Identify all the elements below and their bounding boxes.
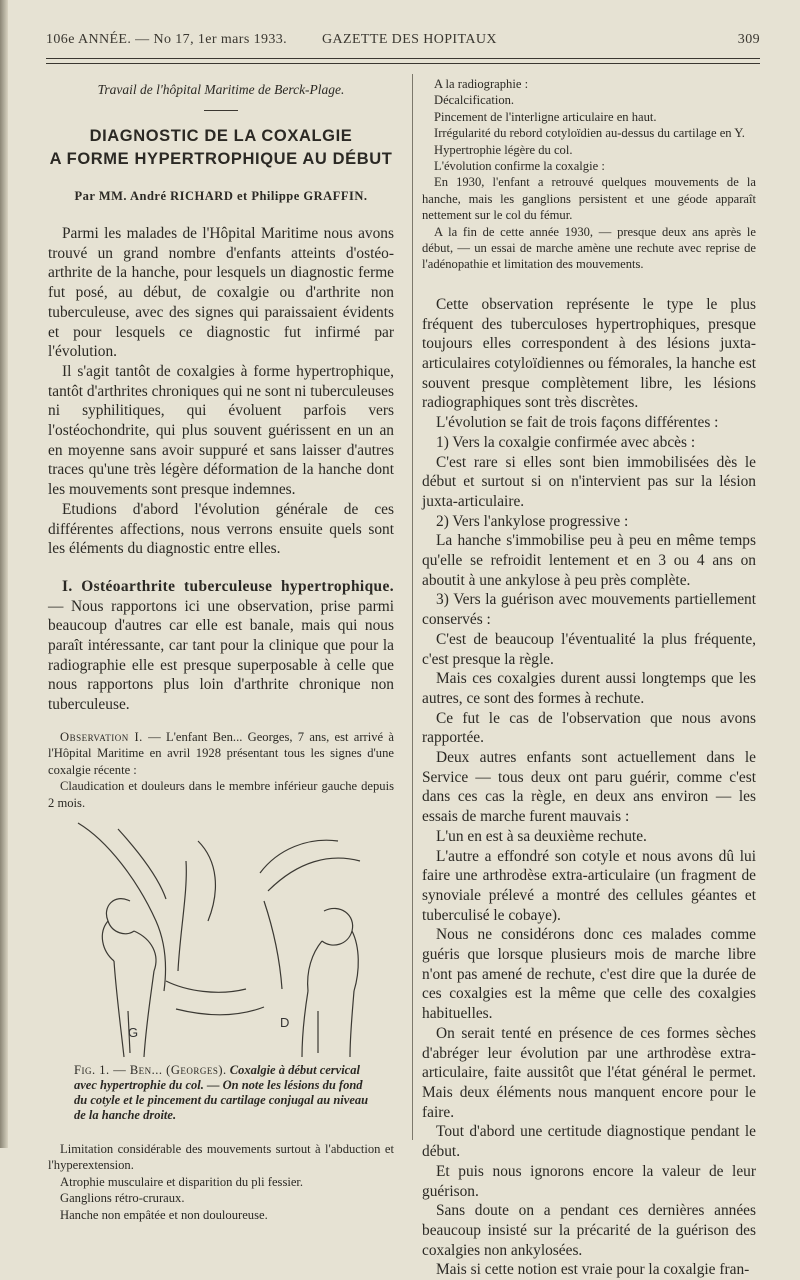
- title-line-1: DIAGNOSTIC DE LA COXALGIE: [89, 127, 353, 145]
- issue-info: 106e ANNÉE. — No 17, 1er mars 1933.: [46, 32, 288, 47]
- observation-paragraph: [48, 729, 394, 778]
- observation-label: Observation I.: [60, 729, 143, 744]
- body-paragraph: Et puis nous ignorons encore la valeur de leur guérison.: [422, 1162, 756, 1200]
- right-column: [422, 76, 756, 1279]
- clinical-signs: [48, 1141, 394, 1223]
- clinical-sign: Ganglions rétro-cruraux.: [60, 1191, 185, 1206]
- article-title: [48, 125, 394, 171]
- clinical-sign: Hanche non empâtée et non douloureuse.: [60, 1207, 268, 1222]
- title-line-2: A FORME HYPERTROPHIQUE AU DÉBUT: [49, 150, 393, 168]
- column-divider: [412, 74, 413, 1140]
- body-paragraph: 2) Vers l'ankylose progressive :: [436, 512, 629, 530]
- finding-line: A la radiographie :: [434, 77, 529, 91]
- body-paragraph: Nous ne considérons donc ces malades comme guéris que lorsque plusieurs mois de marche libre n'ont pas amené de rechute, c'est dire que la durée de ces coxalgies est la même que celle des coxalgies habituelles.: [422, 926, 756, 1023]
- finding-line: L'évolution confirme la coxalgie :: [434, 159, 605, 174]
- radiograph-figure: [68, 821, 368, 1057]
- body-paragraph: Mais ces coxalgies durent aussi longtemps que les autres, ce sont des formes à rechute.: [422, 670, 756, 707]
- authors-line: Par MM. André RICHARD et Philippe GRAFFIN.: [74, 189, 368, 203]
- title-rule: [204, 110, 238, 111]
- finding-line: En 1930, l'enfant a retrouvé quelques mouvements de la hanche, mais les ganglions persistent et une géode apparaît nettement sur le col du fémur.: [422, 175, 756, 223]
- section-1-paragraph: [48, 577, 394, 715]
- page-binding-edge: [0, 0, 8, 1148]
- intro-paragraph: Etudions d'abord l'évolution générale de ces différentes affections, nous verrons ensuite quels sont les éléments du diagnostic entre elles.: [48, 500, 394, 558]
- body-paragraph: Deux autres enfants sont actuellement dans le Service — tous deux ont paru guérir, comme c'est dans ces cas la règle, en deux ans environ — les essais de marche furent mauvais :: [422, 749, 756, 826]
- body-paragraph: L'un en est à sa deuxième rechute.: [436, 827, 647, 845]
- intro-paragraph: Parmi les malades de l'Hôpital Maritime nous avons trouvé un grand nombre d'enfants atteints d'ostéo-arthrite de la hanche, pour lesquels un diagnostic ferme fut posé, au début, de coxalgie ou d'arthrite non tuberculeuse, avec des signes qui paraissaient évidents et pour lesquels ce diagnostic fut infirmé par l'évolution.: [48, 225, 394, 361]
- finding-line: A la fin de cette année 1930, — presque deux ans après le début, — un essai de marche amène une rechute avec reprise de l'adénopathie et limitation des mouvements.: [422, 224, 756, 272]
- intro-paragraph: Il s'agit tantôt de coxalgies à forme hypertrophique, tantôt d'arthrites chroniques qui ne sont ni tuberculeuses ni syphilitiques, qui évoluent parfois vers l'ostéochondrite, qui plus souvent guérissent en un an en moyenne sans avoir suppuré et sans laisser d'autres traces qu'une très légère déformation de la hanche dont les mouvements sont presque indemnes.: [48, 362, 394, 499]
- clinical-sign: Limitation considérable des mouvements surtout à l'abduction et l'hyperextension.: [48, 1141, 394, 1173]
- body-paragraph: C'est de beaucoup l'éventualité la plus fréquente, c'est presque la règle.: [422, 630, 756, 668]
- running-head: [46, 32, 760, 52]
- left-column: [48, 76, 394, 1222]
- header-rule-top: [46, 58, 760, 59]
- figure-caption-prefix: Fig. 1. — Ben... (Georges).: [74, 1062, 227, 1077]
- figure-caption: [74, 1063, 374, 1123]
- body-paragraph: C'est rare si elles sont bien immobilisées dès le début et surtout si on n'intervient pas sur la lésion juxta-articulaire.: [422, 453, 756, 510]
- observation-text: — L'enfant Ben... Georges, 7 ans, est arrivé à l'Hôpital Maritime en avril 1928 présentant tous les signes d'une coxalgie récente :: [48, 729, 394, 777]
- observation-symptom: Claudication et douleurs dans le membre inférieur gauche depuis 2 mois.: [48, 779, 394, 810]
- hospital-line: Travail de l'hôpital Maritime de Berck-Plage.: [97, 82, 345, 97]
- body-paragraph: 1) Vers la coxalgie confirmée avec abcès :: [436, 433, 696, 451]
- body-paragraph: Tout d'abord une certitude diagnostique pendant le début.: [422, 1123, 756, 1161]
- journal-title: GAZETTE DES HOPITAUX: [322, 32, 497, 47]
- body-paragraph: 3) Vers la guérison avec mouvements partiellement conservés :: [422, 591, 756, 629]
- header-rule-bottom: [46, 63, 760, 64]
- body-paragraph: Sans doute on a pendant ces dernières années beaucoup insisté sur la précarité de la guérison des coxalgies non ankylosées.: [422, 1202, 756, 1259]
- section-1-text: — Nous rapportons ici une observation, prise parmi beaucoup d'autres car elle est banale, mais qui nous paraît intéressante, car tant pour la clinique que pour la radiographie elle est presque superposable à celle que nous rapportons plus loin d'arthrite chronique non tuberculeuse.: [48, 597, 394, 714]
- finding-line: Hypertrophie légère du col.: [434, 142, 573, 157]
- finding-line: Décalcification.: [434, 93, 515, 108]
- intro-text: [48, 224, 394, 715]
- discussion-text: [422, 295, 756, 1280]
- body-paragraph: Ce fut le cas de l'observation que nous avons rapportée.: [422, 709, 756, 747]
- finding-line: Pincement de l'interligne articulaire en haut.: [434, 109, 657, 124]
- body-paragraph: L'évolution se fait de trois façons différentes :: [436, 414, 719, 432]
- observation-block: [48, 729, 394, 811]
- radiography-findings: [422, 76, 756, 273]
- body-paragraph: On serait tenté en présence de ces formes sèches d'abréger leur évolution par une arthrodèse extra-articulaire, faite aussitôt que l'état général le permet. Mais deux éléments nous manquent encore pour le faire.: [422, 1024, 756, 1121]
- finding-line: Irrégularité du rebord cotyloïdien au-dessus du cartilage en Y.: [434, 126, 745, 141]
- section-1-heading: I. Ostéoarthrite tuberculeuse hypertrophique.: [62, 577, 394, 595]
- hip-radiograph-drawing: [68, 821, 368, 1057]
- figure-caption-text: Coxalgie à début cervical avec hypertrophie du col. — On note les lésions du fond du cotyle et le pincement du cartilage conjugal au niveau de la hanche droite.: [74, 1062, 369, 1122]
- figure-label-left: G: [128, 1024, 139, 1040]
- body-paragraph: Cette observation représente le type le plus fréquent des tuberculoses hypertrophiques, presque toujours elles correspondent à des lésions juxta-articulaires cotyloïdiennes ou fémorales, la hanche est souvent presque complètement libre, les lésions radiographiques sont très discrètes.: [422, 295, 756, 412]
- body-paragraph: La hanche s'immobilise peu à peu en même temps qu'elle se refroidit lentement et en 3 ou 4 ans on aboutit à une ankylose à peu près complète.: [422, 532, 756, 589]
- page-number: 309: [737, 32, 760, 47]
- body-paragraph: Mais si cette notion est vraie pour la coxalgie fran-: [436, 1261, 750, 1279]
- figure-label-right: D: [280, 1014, 290, 1030]
- clinical-sign: Atrophie musculaire et disparition du pli fessier.: [60, 1174, 304, 1189]
- body-paragraph: L'autre a effondré son cotyle et nous avons dû lui faire une arthrodèse extra-articulaire (un fragment de synoviale prélevé a montré des cellules géantes et tuberculisé le cobaye).: [422, 847, 756, 924]
